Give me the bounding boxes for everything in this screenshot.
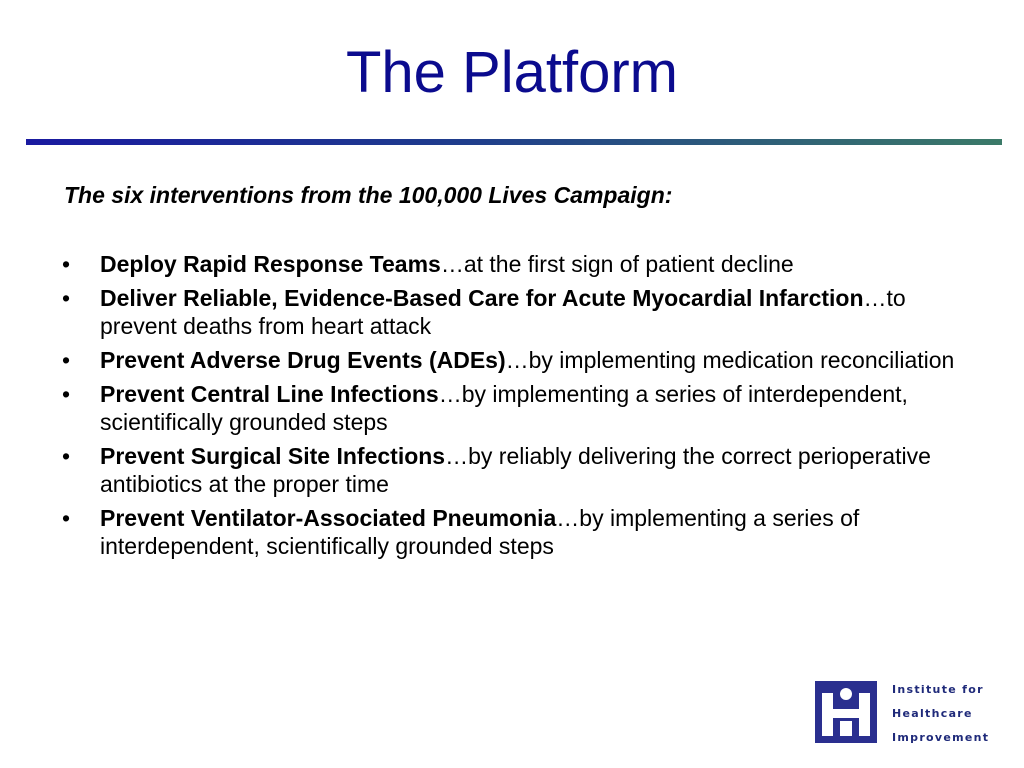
intervention-list [62, 250, 982, 566]
intervention-detail: …by reliably delivering the correct perioperative antibiotics at the proper time [100, 443, 931, 497]
intervention-detail: …by implementing a series of interdependent, scientifically grounded steps [100, 381, 908, 435]
intervention-title: Prevent Surgical Site Infections [100, 443, 446, 469]
intervention-title: Deliver Reliable, Evidence-Based Care for Acute Myocardial Infarction [100, 285, 864, 311]
intervention-detail: …by implementing medication reconciliation [505, 347, 955, 373]
bullet-icon: • [62, 381, 71, 407]
intervention-title: Prevent Adverse Drug Events (ADEs) [100, 347, 506, 373]
list-item [62, 380, 982, 436]
intervention-detail: …at the first sign of patient decline [440, 251, 794, 277]
bullet-icon: • [62, 443, 71, 469]
intervention-detail: …to prevent deaths from heart attack [100, 285, 906, 339]
bullet-icon: • [62, 347, 71, 373]
intervention-detail: …by implementing a series of interdependent, scientifically grounded steps [100, 505, 860, 559]
list-item [62, 442, 982, 498]
list-item [62, 346, 982, 374]
ihi-logo-icon [815, 681, 877, 743]
bullet-icon: • [62, 285, 71, 311]
title-divider [26, 139, 1002, 145]
intervention-title: Prevent Central Line Infections [100, 381, 439, 407]
slide-title: The Platform [346, 40, 678, 105]
slide-subtitle: The six interventions from the 100,000 Lives Campaign: [64, 182, 673, 208]
ihi-logo [815, 678, 997, 742]
logo-line: Healthcare [892, 707, 973, 720]
list-item [62, 284, 982, 340]
intervention-title: Prevent Ventilator-Associated Pneumonia [100, 505, 557, 531]
logo-line: Improvement [892, 731, 990, 744]
logo-line: Institute for [892, 683, 984, 696]
list-item [62, 504, 982, 560]
bullet-icon: • [62, 505, 71, 531]
intervention-title: Deploy Rapid Response Teams [100, 251, 441, 277]
bullet-icon: • [62, 251, 71, 277]
logo-wordmark [892, 678, 989, 750]
list-item [62, 250, 982, 278]
